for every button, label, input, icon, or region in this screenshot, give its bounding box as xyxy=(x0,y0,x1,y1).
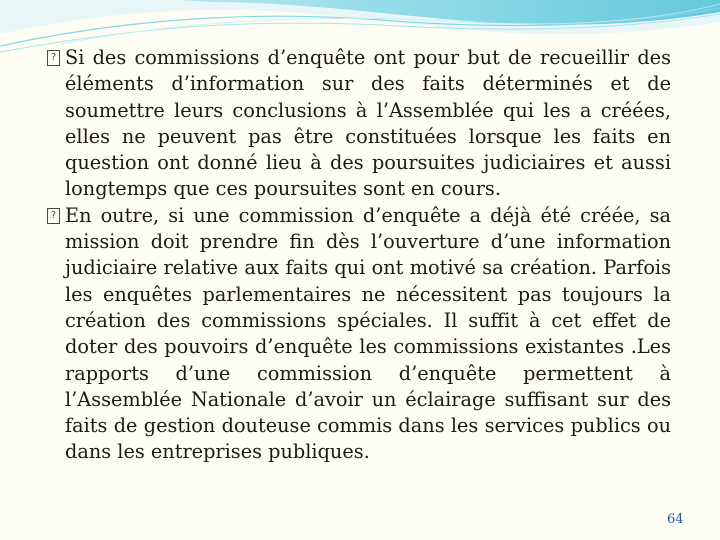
paragraph-2 xyxy=(44,203,671,466)
slide-body xyxy=(44,45,671,466)
paragraph-2-text: En outre, si une commission d’enquête a déjà été créée, sa mission doit prendre fin dès l’ouverture d’une information judiciaire relative aux faits qui ont motivé sa création. Parfois les enquêtes parlementaires ne nécessitent pas toujours la création des commissions spéciales. Il suffit à cet effet de doter des pouvoirs d’enquête les commissions existantes .Les rapports d’une commission d’enquête permettent à l’Assemblée Nationale d’avoir un éclairage suffisant sur des faits de gestion douteuse commis dans les services publics ou dans les entreprises publiques. xyxy=(65,203,671,464)
page-number: 64 xyxy=(667,512,684,527)
missing-glyph-bullet-icon: ? xyxy=(47,50,60,66)
paragraph-1 xyxy=(44,45,671,203)
paragraph-1-text: Si des commissions d’enquête ont pour but de recueillir des éléments d’information sur des faits déterminés et de soumettre leurs conclusions à l’Assemblée qui les a créées, elles ne peuvent pas être constituées lorsque les faits en question ont donné lieu à des poursuites judiciaires et aussi longtemps que ces poursuites sont en cours. xyxy=(65,46,671,201)
missing-glyph-bullet-icon: ? xyxy=(47,208,60,224)
